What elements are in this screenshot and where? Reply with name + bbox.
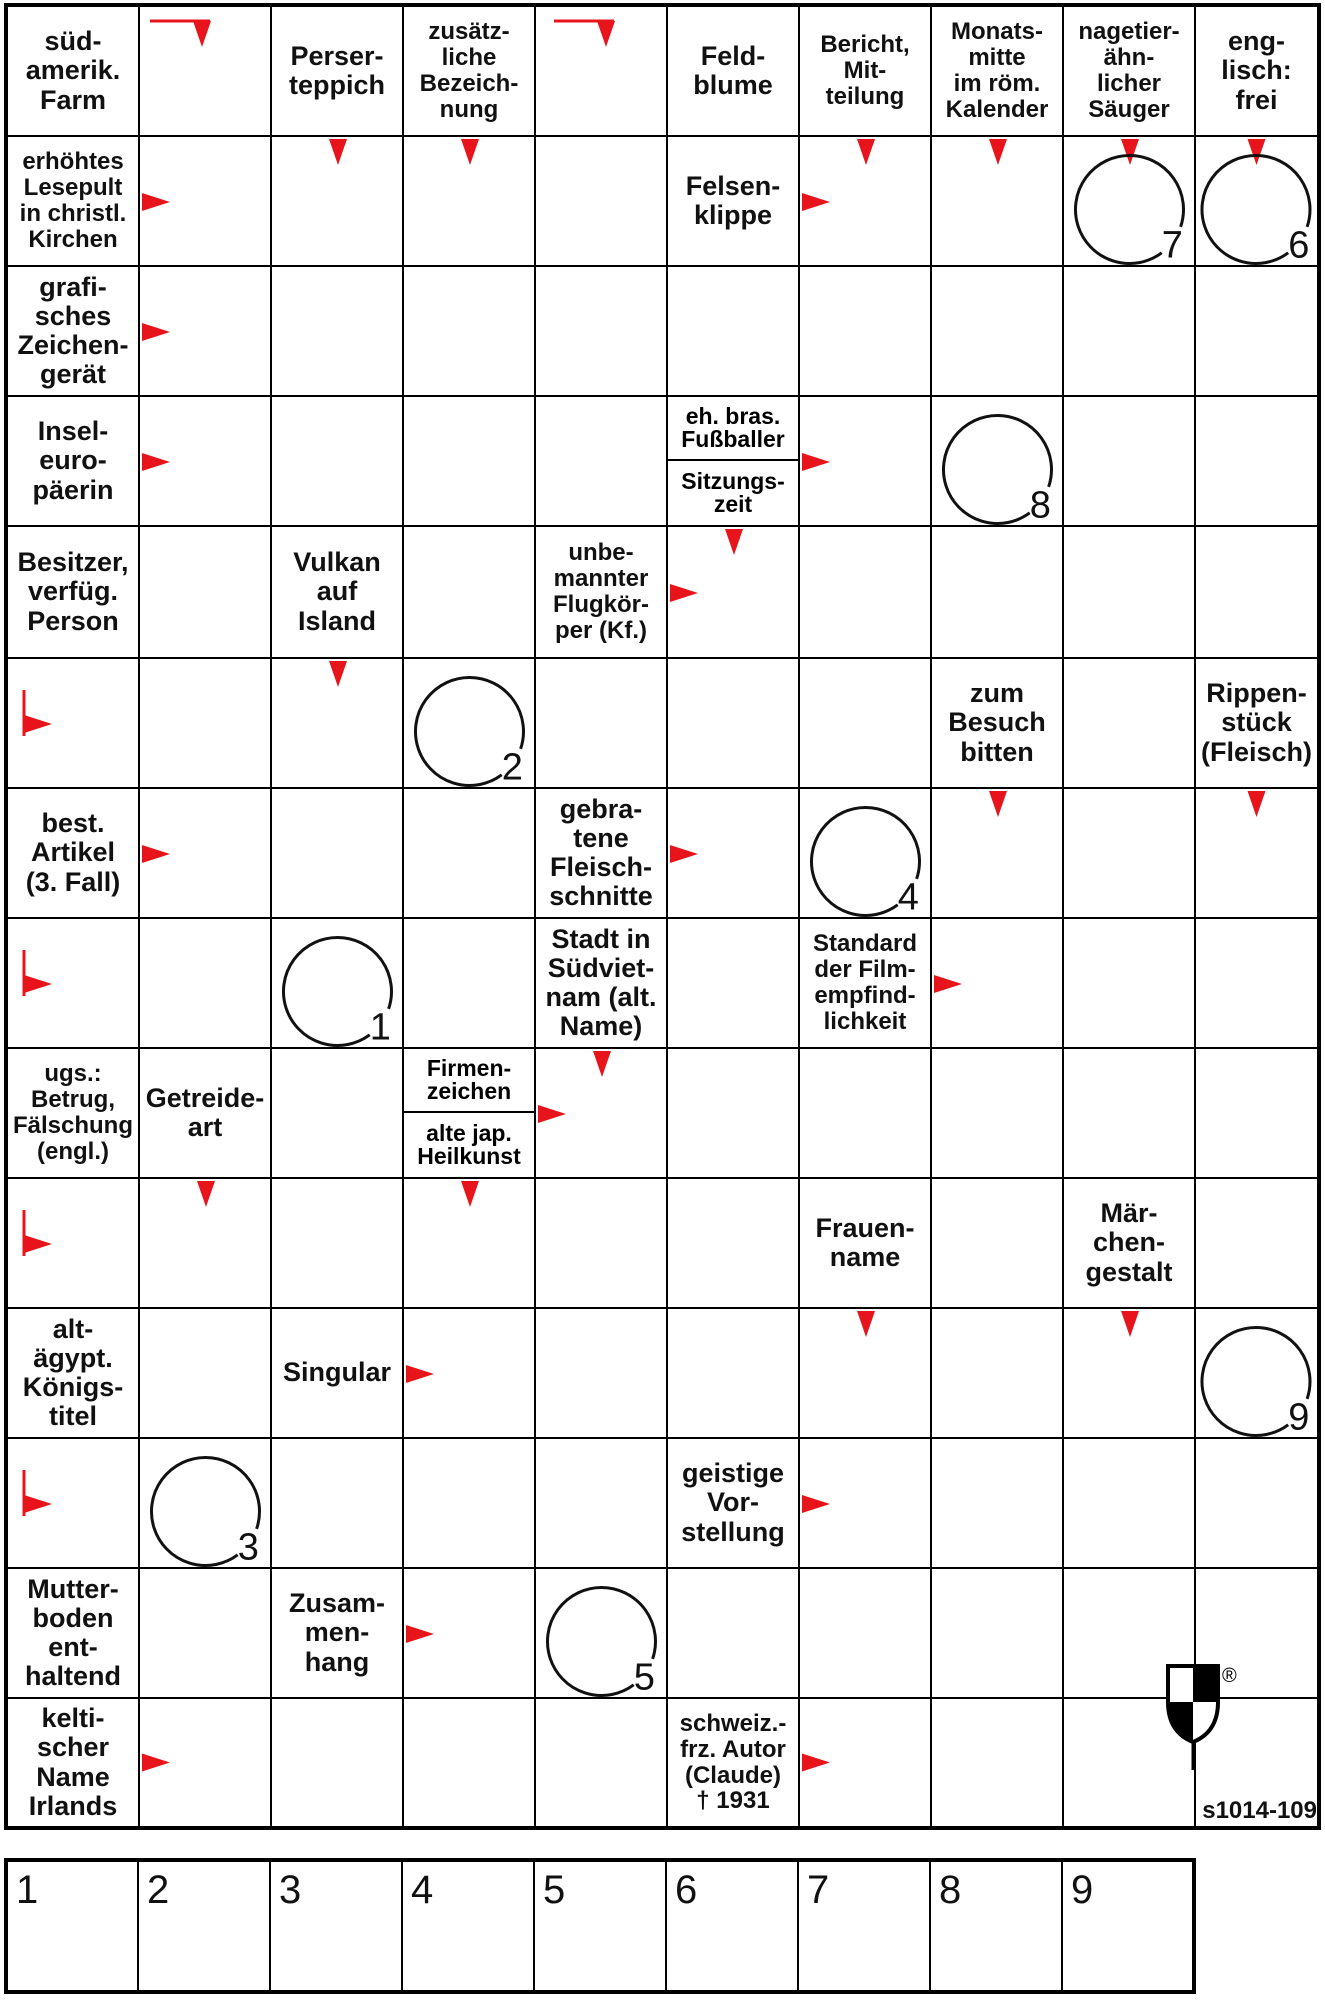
clue-text: Mutter- boden ent- haltend [24, 1573, 121, 1692]
clue-cell [668, 7, 800, 137]
answer-cell[interactable] [404, 1699, 536, 1826]
answer-cell[interactable] [272, 1179, 404, 1309]
circle-number: 4 [897, 876, 919, 919]
circle-number: 7 [1161, 224, 1183, 267]
clue-text: Monats- mitte im röm. Kalender [945, 18, 1049, 123]
answer-cell[interactable] [140, 919, 272, 1049]
clue-cell [8, 1569, 140, 1699]
clue-text: Besitzer, verfüg. Person [17, 547, 129, 636]
answer-cell[interactable] [8, 919, 140, 1049]
clue-text: Stadt in Südviet- nam (alt. Name) [545, 923, 657, 1042]
answer-cell[interactable] [8, 1439, 140, 1569]
solution-row [4, 1858, 1196, 1994]
answer-cell[interactable] [272, 397, 404, 527]
solution-box[interactable] [1063, 1862, 1192, 1990]
answer-cell[interactable] [800, 1439, 932, 1569]
clue-cell [668, 1439, 800, 1569]
answer-cell[interactable] [404, 1569, 536, 1699]
solution-box-number: 3 [279, 1868, 302, 1912]
answer-cell[interactable] [536, 1569, 668, 1699]
clue-text: Mär- chen- gestalt [1085, 1198, 1173, 1287]
solution-box-number: 9 [1071, 1868, 1094, 1912]
clue-text: grafi- sches Zeichen- gerät [17, 271, 129, 390]
solution-box[interactable] [8, 1862, 139, 1990]
answer-cell[interactable] [800, 1569, 932, 1699]
clue-text: alt- ägypt. Königs- titel [22, 1313, 124, 1432]
circle-number: 6 [1288, 224, 1310, 267]
clue-cell [800, 7, 932, 137]
clue-text: gebra- tene Fleisch- schnitte [549, 793, 653, 912]
answer-cell[interactable] [668, 1569, 800, 1699]
answer-cell[interactable] [272, 1699, 404, 1826]
circle-number: 8 [1029, 484, 1051, 527]
answer-cell[interactable] [1064, 267, 1196, 397]
answer-cell[interactable] [1064, 659, 1196, 789]
answer-cell[interactable] [536, 659, 668, 789]
clue-text: best. Artikel (3. Fall) [25, 808, 121, 897]
circle-number: 2 [501, 746, 523, 789]
solution-box[interactable] [799, 1862, 931, 1990]
registered-mark: ® [1222, 1665, 1237, 1687]
answer-cell[interactable] [404, 1439, 536, 1569]
clue-cell [272, 1569, 404, 1699]
answer-cell[interactable] [140, 7, 272, 137]
answer-cell[interactable] [1196, 397, 1317, 527]
solution-box[interactable] [931, 1862, 1063, 1990]
clue-cell [932, 659, 1064, 789]
answer-cell[interactable] [932, 1179, 1064, 1309]
circle-number: 9 [1288, 1396, 1310, 1439]
answer-cell[interactable] [1196, 1179, 1317, 1309]
answer-cell[interactable] [800, 267, 932, 397]
clue-cell [668, 397, 800, 527]
clue-cell [404, 7, 536, 137]
answer-cell[interactable] [1196, 527, 1317, 659]
answer-cell[interactable] [272, 1439, 404, 1569]
solution-box-number: 1 [16, 1868, 39, 1912]
answer-cell[interactable] [536, 7, 668, 137]
answer-cell[interactable] [404, 527, 536, 659]
answer-cell[interactable] [1064, 1439, 1196, 1569]
clue-cell [272, 7, 404, 137]
clue-cell [8, 267, 140, 397]
clue-cell [668, 137, 800, 267]
answer-cell[interactable] [140, 1569, 272, 1699]
clue-text: nagetier- ähn- licher Säuger [1078, 18, 1180, 123]
clue-text: Feld- blume [693, 40, 773, 100]
answer-cell[interactable] [404, 659, 536, 789]
answer-cell[interactable] [536, 1439, 668, 1569]
answer-cell[interactable] [272, 659, 404, 789]
answer-cell[interactable] [272, 789, 404, 919]
puzzle-code: s1014-109 [1202, 1797, 1317, 1824]
answer-cell[interactable] [404, 789, 536, 919]
clue-text: Rippen- stück (Fleisch) [1200, 678, 1313, 767]
answer-cell[interactable] [932, 789, 1064, 919]
clue-text: schweiz.- frz. Autor (Claude) † 1931 [679, 1709, 787, 1815]
clue-cell [272, 1309, 404, 1439]
clue-cell [536, 919, 668, 1049]
answer-cell[interactable] [1064, 789, 1196, 919]
clue-cell [1064, 7, 1196, 137]
answer-cell[interactable] [140, 527, 272, 659]
clue-text: Standard der Film- empfind- lichkeit [812, 930, 917, 1035]
clue-text: eh. bras. Fußballer [681, 402, 785, 452]
solution-box[interactable] [667, 1862, 799, 1990]
answer-cell[interactable] [1064, 137, 1196, 267]
crossword-grid [4, 3, 1321, 1830]
clue-cell [668, 1699, 800, 1826]
answer-cell[interactable] [932, 1439, 1064, 1569]
clue-text: Singular [282, 1357, 391, 1388]
clue-text: kelti- scher Name Irlands [28, 1703, 118, 1821]
answer-cell[interactable] [668, 1309, 800, 1439]
answer-cell[interactable] [932, 397, 1064, 527]
answer-cell[interactable] [932, 1309, 1064, 1439]
solution-box[interactable] [271, 1862, 403, 1990]
clue-text: Sitzungs- zeit [681, 467, 785, 517]
answer-cell[interactable] [668, 659, 800, 789]
answer-cell[interactable] [536, 1699, 668, 1826]
solution-box-number: 5 [543, 1868, 566, 1912]
answer-cell[interactable] [536, 397, 668, 527]
answer-cell[interactable] [536, 137, 668, 267]
clue-text: ugs.: Betrug, Fälschung (engl.) [12, 1060, 133, 1165]
answer-cell[interactable] [668, 1179, 800, 1309]
clue-cell [8, 397, 140, 527]
clue-cell [8, 7, 140, 137]
answer-cell[interactable] [1064, 397, 1196, 527]
clue-text: zusätz- liche Bezeich- nung [419, 18, 519, 123]
answer-cell[interactable] [404, 919, 536, 1049]
answer-cell[interactable] [800, 1699, 932, 1826]
answer-cell[interactable] [272, 1049, 404, 1179]
answer-cell[interactable] [668, 919, 800, 1049]
clue-cell [404, 1049, 536, 1179]
answer-cell[interactable] [1196, 137, 1317, 267]
clue-text: alte jap. Heilkunst [417, 1119, 521, 1169]
answer-cell[interactable] [140, 137, 272, 267]
answer-cell[interactable] [272, 267, 404, 397]
answer-cell[interactable] [800, 789, 932, 919]
answer-cell[interactable] [1196, 1309, 1317, 1439]
clue-text: erhöhtes Lesepult in christl. Kirchen [19, 148, 127, 253]
answer-cell[interactable] [140, 659, 272, 789]
solution-box-number: 4 [411, 1868, 434, 1912]
answer-cell[interactable] [140, 267, 272, 397]
clue-text: Bericht, Mit- teilung [820, 31, 910, 110]
clue-cell [8, 527, 140, 659]
clue-text: Felsen- klippe [685, 170, 781, 230]
answer-cell[interactable] [932, 919, 1064, 1049]
solution-box-number: 7 [807, 1868, 830, 1912]
answer-cell[interactable] [1196, 1049, 1317, 1179]
answer-cell[interactable] [1064, 919, 1196, 1049]
clue-text: geistige Vor- stellung [681, 1458, 785, 1547]
clue-text: Perser- teppich [288, 40, 385, 100]
solution-box[interactable] [403, 1862, 535, 1990]
answer-cell[interactable] [668, 789, 800, 919]
clue-cell [1064, 1179, 1196, 1309]
solution-box-number: 8 [939, 1868, 962, 1912]
clue-cell [140, 1049, 272, 1179]
answer-cell[interactable] [932, 527, 1064, 659]
answer-cell[interactable] [140, 789, 272, 919]
answer-cell[interactable] [140, 1699, 272, 1826]
answer-cell[interactable] [800, 659, 932, 789]
answer-cell[interactable] [404, 1179, 536, 1309]
answer-cell[interactable] [1064, 527, 1196, 659]
circle-number: 1 [369, 1006, 391, 1049]
answer-cell[interactable] [800, 1309, 932, 1439]
solution-box[interactable] [535, 1862, 667, 1990]
answer-cell[interactable] [536, 1049, 668, 1179]
circle-number: 5 [633, 1656, 655, 1699]
solution-box-number: 6 [675, 1868, 698, 1912]
answer-cell[interactable] [536, 1179, 668, 1309]
clue-text: Getreide- art [145, 1082, 265, 1142]
answer-cell[interactable] [932, 1569, 1064, 1699]
answer-cell[interactable] [404, 1309, 536, 1439]
clue-cell [8, 1309, 140, 1439]
answer-cell[interactable] [140, 1179, 272, 1309]
answer-cell[interactable] [800, 527, 932, 659]
answer-cell[interactable] [668, 267, 800, 397]
clue-text: Zusam- men- hang [288, 1588, 386, 1677]
answer-cell[interactable] [8, 659, 140, 789]
clue-cell [1196, 659, 1317, 789]
answer-cell[interactable] [8, 1179, 140, 1309]
clue-text: Frauen- name [815, 1212, 915, 1272]
answer-cell[interactable] [932, 1699, 1064, 1826]
answer-cell[interactable] [536, 1309, 668, 1439]
answer-cell[interactable] [932, 267, 1064, 397]
clue-text: eng- lisch: frei [1221, 26, 1292, 115]
answer-cell[interactable] [1196, 789, 1317, 919]
answer-cell[interactable] [668, 527, 800, 659]
publisher-logo [1164, 1662, 1237, 1772]
answer-cell[interactable] [1064, 1309, 1196, 1439]
solution-box-number: 2 [147, 1868, 170, 1912]
clue-text: Vulkan auf Island [293, 547, 381, 636]
answer-cell[interactable] [1196, 267, 1317, 397]
clue-cell [536, 789, 668, 919]
clue-cell [272, 527, 404, 659]
solution-box[interactable] [139, 1862, 271, 1990]
clue-text: zum Besuch bitten [948, 678, 1046, 767]
clue-cell [8, 1049, 140, 1179]
clue-cell [1196, 7, 1317, 137]
answer-cell[interactable] [668, 1049, 800, 1179]
clue-text: unbe- mannter Flugkör- per (Kf.) [553, 539, 649, 644]
answer-cell[interactable] [140, 397, 272, 527]
answer-cell[interactable] [800, 1049, 932, 1179]
clue-cell [932, 7, 1064, 137]
clue-text: Firmen- zeichen [426, 1054, 512, 1104]
answer-cell[interactable] [1196, 919, 1317, 1049]
answer-cell[interactable] [140, 1439, 272, 1569]
clue-text: süd- amerik. Farm [25, 26, 121, 115]
answer-cell[interactable] [1064, 1049, 1196, 1179]
clue-cell [800, 1179, 932, 1309]
answer-cell[interactable] [404, 267, 536, 397]
clue-cell [8, 137, 140, 267]
answer-cell[interactable] [272, 137, 404, 267]
clue-cell [536, 527, 668, 659]
answer-cell[interactable] [932, 137, 1064, 267]
answer-cell[interactable] [800, 397, 932, 527]
answer-cell[interactable] [404, 397, 536, 527]
clue-cell [800, 919, 932, 1049]
answer-cell[interactable] [272, 919, 404, 1049]
clue-cell [8, 789, 140, 919]
answer-cell[interactable] [140, 1309, 272, 1439]
clue-text: Insel- euro- päerin [32, 416, 114, 505]
answer-cell[interactable] [404, 137, 536, 267]
answer-cell[interactable] [536, 267, 668, 397]
clue-cell [8, 1699, 140, 1826]
answer-cell[interactable] [932, 1049, 1064, 1179]
circle-number: 3 [237, 1526, 259, 1569]
answer-cell[interactable] [1196, 1439, 1317, 1569]
answer-cell[interactable] [800, 137, 932, 267]
